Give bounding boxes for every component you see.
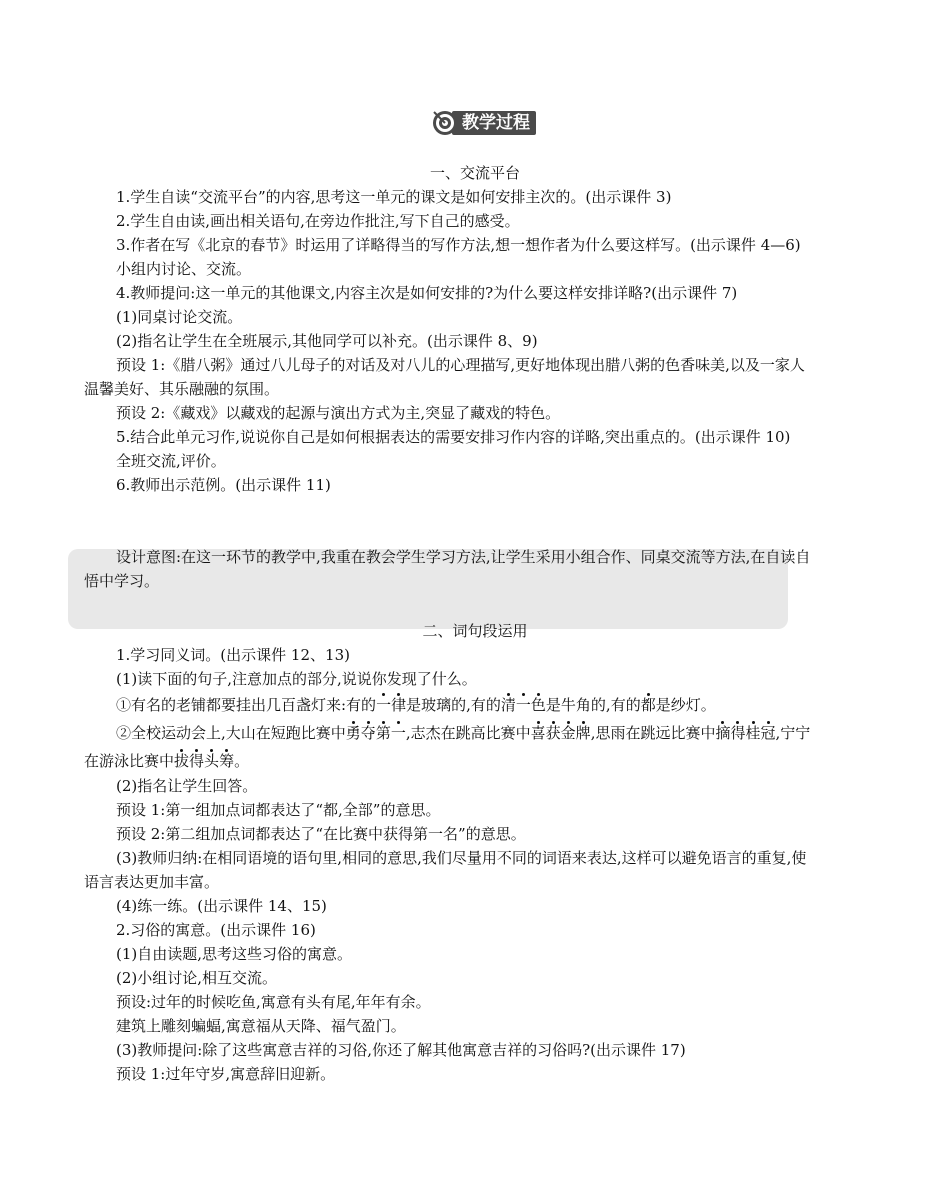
paragraph-line: (3)教师提问:除了这些寓意吉祥的习俗,你还了解其他寓意吉祥的习俗吗?(出示课件 17) xyxy=(116,1041,686,1059)
paragraph-line: 3.作者在写《北京的春节》时运用了详略得当的写作方法,想一想作者为什么要这样写。(出示课件 4—6) xyxy=(116,236,801,254)
paragraph-line: 5.结合此单元习作,说说你自己是如何根据表达的需要安排习作内容的详略,突出重点的。(出示课件 10) xyxy=(116,428,791,446)
paragraph-line: 预设 1:第一组加点词都表达了“都,全部”的意思。 xyxy=(116,801,441,819)
paragraph-line: 建筑上雕刻蝙蝠,寓意福从天降、福气盈门。 xyxy=(116,1017,406,1035)
example-sentence-1: ①有名的老铺都要挂出几百盏灯来:有的一律是玻璃的,有的清一色是牛角的,有的都是纱灯。 xyxy=(116,696,716,714)
target-icon xyxy=(432,110,458,136)
paragraph-line: (2)小组讨论,相互交流。 xyxy=(116,969,278,987)
paragraph-line: (3)教师归纳:在相同语境的语句里,相同的意思,我们尽量用不同的词语来表达,这样可以避免语言的重复,使 xyxy=(116,849,807,867)
dotted-phrase: 勇夺第一 xyxy=(345,724,406,742)
design-intent-text: 悟中学习。 xyxy=(84,572,160,590)
example-sentence-2-cont: 在游泳比赛中拔得头筹。 xyxy=(84,752,250,770)
paragraph-line: 预设 1:过年守岁,寓意辞旧迎新。 xyxy=(116,1065,336,1083)
paragraph-line: 预设:过年的时候吃鱼,寓意有头有尾,年年有余。 xyxy=(116,993,431,1011)
paragraph-line: 1.学习同义词。(出示课件 12、13) xyxy=(116,646,350,664)
paragraph-line: 4.教师提问:这一单元的其他课文,内容主次是如何安排的?为什么要这样安排详略?(出示课件 7) xyxy=(116,284,738,302)
paragraph-line: 预设 2:《藏戏》以藏戏的起源与演出方式为主,突显了藏戏的特色。 xyxy=(116,404,561,422)
dotted-phrase: 清一色 xyxy=(500,696,546,714)
paragraph-line: 6.教师出示范例。(出示课件 11) xyxy=(116,476,331,494)
section-badge xyxy=(432,110,536,136)
paragraph-line: (2)指名让学生回答。 xyxy=(116,777,258,795)
paragraph-line: 2.习俗的寓意。(出示课件 16) xyxy=(116,921,316,939)
paragraph-line: 预设 2:第二组加点词都表达了“在比赛中获得第一名”的意思。 xyxy=(116,825,526,843)
section-title-word-usage: 二、词句段运用 xyxy=(422,622,528,640)
paragraph-line: 预设 1:《腊八粥》通过八儿母子的对话及对八儿的心理描写,更好地体现出腊八粥的色香味美,以及一家人 xyxy=(116,356,805,374)
paragraph-line: (4)练一练。(出示课件 14、15) xyxy=(116,897,327,915)
design-intent-text: 设计意图:在这一环节的教学中,我重在教会学生学习方法,让学生采用小组合作、同桌交流等方法,在自读自 xyxy=(116,548,811,566)
paragraph-line: 1.学生自读“交流平台”的内容,思考这一单元的课文是如何安排主次的。(出示课件 3) xyxy=(116,188,672,206)
paragraph-line: 语言表达更加丰富。 xyxy=(84,873,220,891)
dotted-phrase: 喜获金牌 xyxy=(530,724,591,742)
paragraph-line: (1)读下面的句子,注意加点的部分,说说你发现了什么。 xyxy=(116,670,477,688)
dotted-phrase: 都 xyxy=(640,696,656,714)
paragraph-line: 全班交流,评价。 xyxy=(116,452,226,470)
dotted-phrase: 摘得桂冠 xyxy=(715,724,776,742)
paragraph-line: 温馨美好、其乐融融的氛围。 xyxy=(84,380,280,398)
badge-title: 教学过程 xyxy=(452,111,536,135)
paragraph-line: (1)自由读题,思考这些习俗的寓意。 xyxy=(116,945,353,963)
dotted-phrase: 拔得头筹 xyxy=(174,752,235,770)
section-title-exchange: 一、交流平台 xyxy=(429,164,520,182)
dotted-phrase: 一律 xyxy=(376,696,407,714)
example-sentence-2: ②全校运动会上,大山在短跑比赛中勇夺第一,志杰在跳高比赛中喜获金牌,思雨在跳远比赛中摘得桂冠,宁宁 xyxy=(116,724,811,742)
paragraph-line: (1)同桌讨论交流。 xyxy=(116,308,243,326)
paragraph-line: (2)指名让学生在全班展示,其他同学可以补充。(出示课件 8、9) xyxy=(116,332,538,350)
paragraph-line: 小组内讨论、交流。 xyxy=(116,260,252,278)
paragraph-line: 2.学生自由读,画出相关语句,在旁边作批注,写下自己的感受。 xyxy=(116,212,520,230)
